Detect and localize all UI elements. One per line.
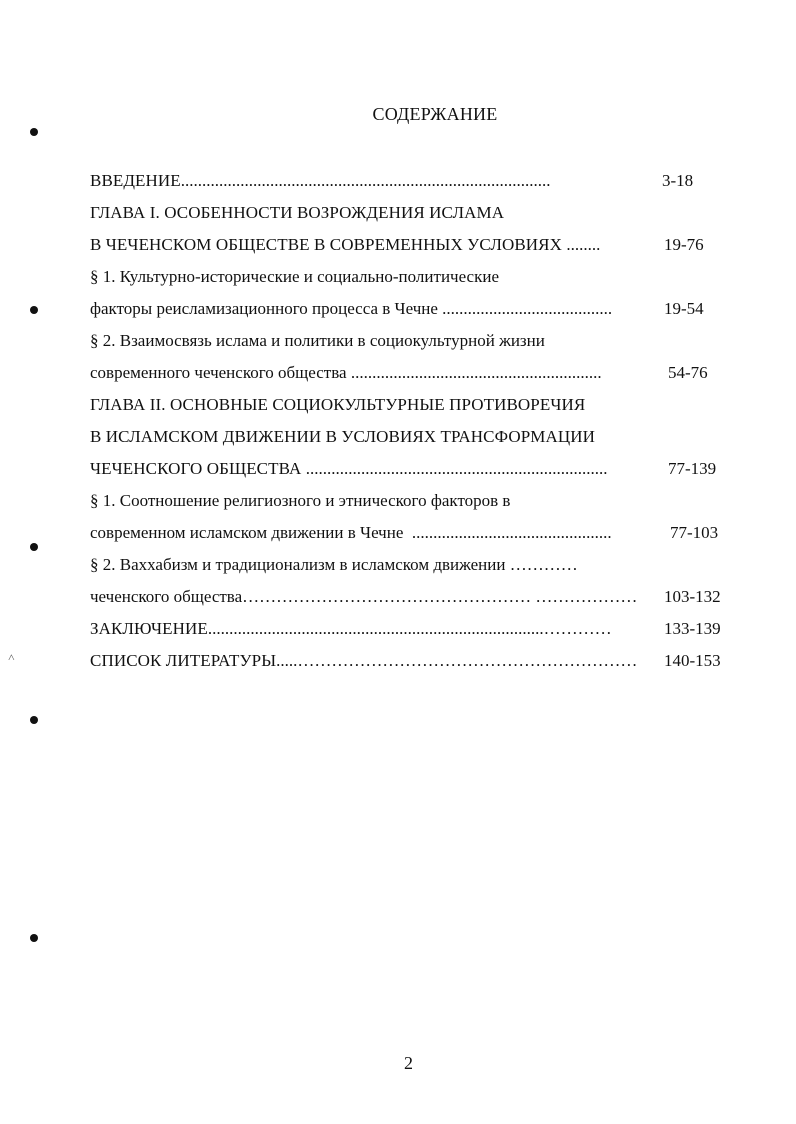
toc-entry-text: факторы реисламизационного процесса в Чечне	[90, 299, 438, 318]
toc-section-heading	[90, 555, 578, 575]
punch-hole-mark	[30, 128, 38, 136]
toc-entry-text: § 1. Культурно-исторические и социально-политические	[90, 267, 500, 286]
toc-leader: ...............................................	[411, 523, 612, 542]
toc-page-range: 103-132	[664, 587, 721, 606]
toc-entry-text: § 1. Соотношение религиозного и этнического факторов в	[90, 491, 511, 510]
toc-leader: .......................................................................	[305, 459, 608, 478]
toc-page-range: 19-54	[664, 299, 704, 318]
toc-page-range: 19-76	[664, 235, 704, 254]
toc-section-heading	[90, 267, 499, 287]
toc-entry	[90, 171, 551, 191]
toc-entry-text: В ЧЕЧЕНСКОМ ОБЩЕСТВЕ В СОВРЕМЕННЫХ УСЛОВИЯХ	[90, 235, 562, 254]
toc-entry-text: ВВЕДЕНИЕ	[90, 171, 181, 190]
toc-leader: …………	[509, 555, 578, 574]
toc-leader: ...........................................................	[350, 363, 602, 382]
toc-leader: .......................................................................................	[180, 171, 551, 190]
toc-entry	[90, 363, 602, 383]
punch-hole-mark	[30, 306, 38, 314]
scan-speck: ˄	[8, 650, 15, 664]
toc-chapter-heading	[90, 203, 504, 223]
toc-entry-text: современном исламском движении в Чечне	[90, 523, 404, 542]
toc-entry-text: ГЛАВА II. ОСНОВНЫЕ СОЦИОКУЛЬТУРНЫЕ ПРОТИВОРЕЧИЯ	[90, 395, 586, 414]
toc-entry-text: чеченского общества	[90, 587, 243, 606]
toc-entry-text: В ИСЛАМСКОМ ДВИЖЕНИИ В УСЛОВИЯХ ТРАНСФОРМАЦИИ	[90, 427, 595, 446]
toc-entry-text: ЗАКЛЮЧЕНИЕ	[90, 619, 208, 638]
toc-section-heading	[90, 491, 510, 511]
punch-hole-mark	[30, 716, 38, 724]
toc-chapter-heading	[90, 427, 595, 447]
toc-page-range: 77-103	[670, 523, 719, 542]
toc-page-range: 140-153	[664, 651, 721, 670]
toc-title: СОДЕРЖАНИЕ	[372, 104, 498, 124]
toc-entry-text: § 2. Ваххабизм и традиционализм в исламском движении	[90, 555, 506, 574]
toc-leader: …………………………………………… ………………	[242, 587, 638, 606]
toc-leader: ........	[566, 235, 601, 254]
punch-hole-mark	[30, 543, 38, 551]
toc-section-heading	[90, 331, 545, 351]
toc-entry-text: ГЛАВА I. ОСОБЕННОСТИ ВОЗРОЖДЕНИЯ ИСЛАМА	[90, 203, 505, 222]
toc-page-range: 133-139	[664, 619, 721, 638]
toc-page-range: 54-76	[668, 363, 708, 382]
toc-entry	[90, 651, 637, 671]
toc-leader: .....……………………………………………………	[276, 651, 638, 670]
page-number: 2	[404, 1053, 413, 1073]
toc-page-range: 3-18	[662, 171, 694, 190]
toc-leader: ...............................................................................…………	[207, 619, 612, 638]
toc-chapter-heading	[90, 395, 585, 415]
toc-entry	[90, 235, 600, 255]
toc-entry	[90, 523, 612, 543]
toc-entry	[90, 619, 612, 639]
punch-hole-mark	[30, 934, 38, 942]
toc-entry-text: современного чеченского общества	[90, 363, 347, 382]
toc-entry-text: СПИСОК ЛИТЕРАТУРЫ	[90, 651, 277, 670]
toc-entry	[90, 587, 637, 607]
toc-entry	[90, 459, 607, 479]
toc-entry	[90, 299, 612, 319]
toc-entry-text: § 2. Взаимосвязь ислама и политики в социокультурной жизни	[90, 331, 545, 350]
toc-leader: ........................................	[442, 299, 613, 318]
toc-entry-text: ЧЕЧЕНСКОГО ОБЩЕСТВА	[90, 459, 302, 478]
toc-page-range: 77-139	[668, 459, 717, 478]
